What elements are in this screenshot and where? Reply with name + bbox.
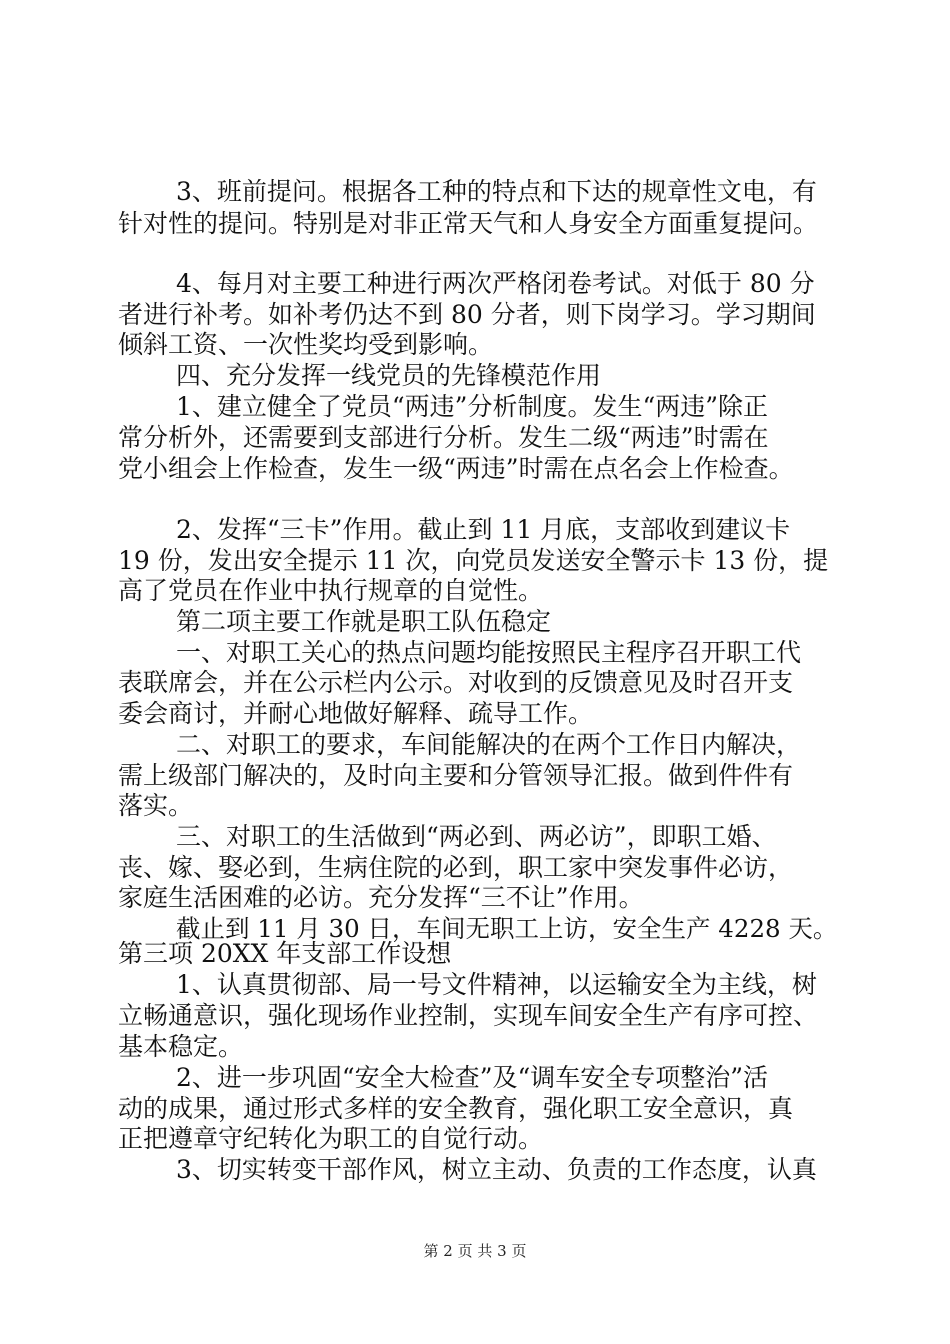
text-line: 家庭生活困难的必访。充分发挥“三不让”作用。 <box>118 883 644 912</box>
text-line: 常分析外，还需要到支部进行分析。发生二级“两违”时需在 <box>118 423 769 452</box>
text-line: 者进行补考。如补考仍达不到 80 分者，则下岗学习。学习期间 <box>118 300 816 329</box>
text-line: 针对性的提问。特别是对非正常天气和人身安全方面重复提问。 <box>118 209 819 238</box>
text-line: 需上级部门解决的，及时向主要和分管领导汇报。做到件件有 <box>118 761 794 790</box>
page-number-footer: 第 2 页 共 3 页 <box>423 1242 527 1260</box>
text-line: 19 份，发出安全提示 11 次，向党员发送安全警示卡 13 份，提 <box>118 546 829 575</box>
text-line: 2、发挥“三卡”作用。截止到 11 月底，支部收到建议卡 <box>176 515 791 544</box>
text-line: 表联席会，并在公示栏内公示。对收到的反馈意见及时召开支 <box>118 668 794 697</box>
text-line: 1、建立健全了党员“两违”分析制度。发生“两违”除正 <box>176 392 769 421</box>
text-line: 4、每月对主要工种进行两次严格闭卷考试。对低于 80 分 <box>176 269 815 298</box>
section-heading: 第三项 20XX 年支部工作设想 <box>118 939 452 968</box>
text-line: 1、认真贯彻部、局一号文件精神，以运输安全为主线，树 <box>176 970 817 999</box>
text-line: 3、班前提问。根据各工种的特点和下达的规章性文电，有 <box>176 177 817 206</box>
text-line: 党小组会上作检查，发生一级“两违”时需在点名会上作检查。 <box>118 454 794 483</box>
text-line: 高了党员在作业中执行规章的自觉性。 <box>118 576 544 605</box>
text-line: 丧、嫁、娶必到，生病住院的必到，职工家中突发事件必访， <box>118 853 794 882</box>
text-line: 2、进一步巩固“安全大检查”及“调车安全专项整治”活 <box>176 1063 769 1092</box>
text-line: 立畅通意识，强化现场作业控制，实现车间安全生产有序可控、 <box>118 1001 819 1030</box>
section-heading: 四、充分发挥一线党员的先锋模范作用 <box>176 361 602 390</box>
section-heading: 第二项主要工作就是职工队伍稳定 <box>176 607 552 636</box>
text-line: 基本稳定。 <box>118 1032 244 1061</box>
text-line: 落实。 <box>118 791 194 820</box>
text-line: 3、切实转变干部作风，树立主动、负责的工作态度，认真 <box>176 1155 817 1184</box>
text-line: 委会商讨，并耐心地做好解释、疏导工作。 <box>118 699 594 728</box>
text-line: 三、对职工的生活做到“两必到、两必访”，即职工婚、 <box>176 822 777 851</box>
text-line: 倾斜工资、一次性奖均受到影响。 <box>118 330 494 359</box>
text-line: 动的成果，通过形式多样的安全教育，强化职工安全意识，真 <box>118 1094 794 1123</box>
text-line: 正把遵章守纪转化为职工的自觉行动。 <box>118 1124 544 1153</box>
text-line: 二、对职工的要求，车间能解决的在两个工作日内解决， <box>176 730 802 759</box>
text-line: 一、对职工关心的热点问题均能按照民主程序召开职工代 <box>176 638 802 667</box>
text-line: 截止到 11 月 30 日，车间无职工上访，安全生产 4228 天。 <box>176 914 838 943</box>
